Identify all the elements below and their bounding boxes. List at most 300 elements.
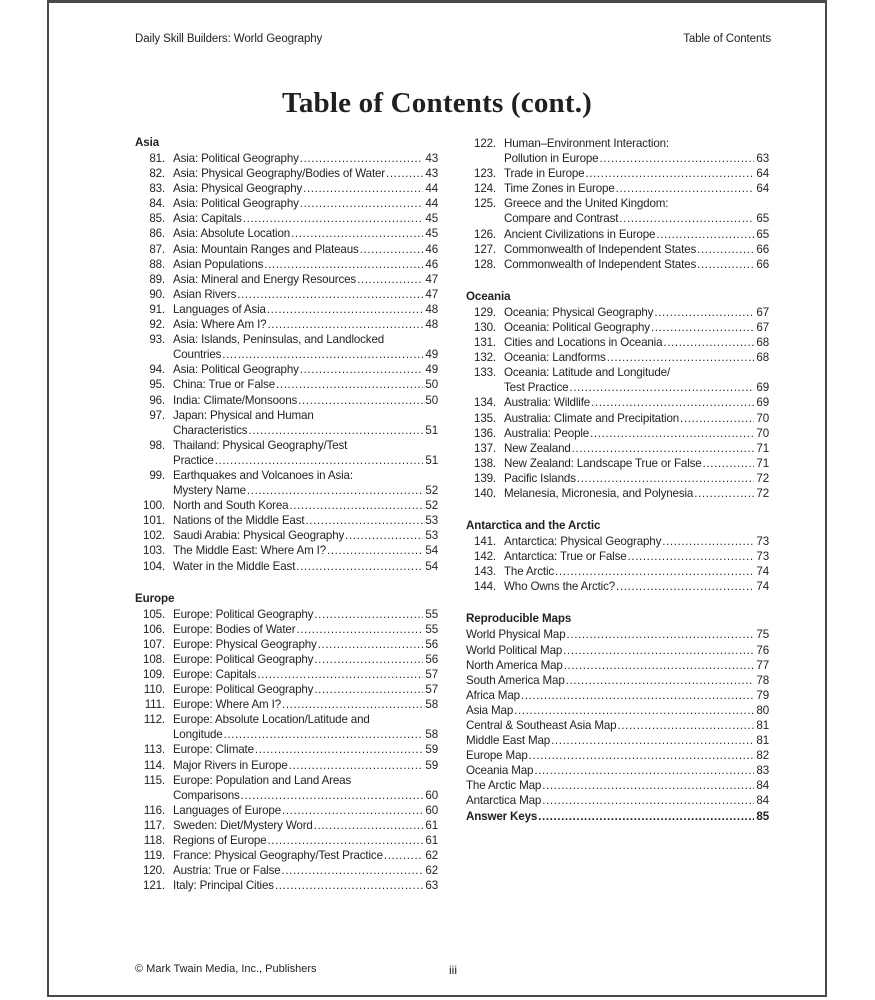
toc-entry[interactable] xyxy=(135,712,438,742)
toc-entry-line xyxy=(173,712,438,727)
toc-entry[interactable] xyxy=(135,242,438,257)
toc-entry-number: 132. xyxy=(474,351,496,365)
dot-leader xyxy=(534,763,754,778)
toc-entry-number: 123. xyxy=(474,167,496,181)
toc-entry-body xyxy=(173,622,438,637)
toc-entry-body xyxy=(504,166,769,181)
toc-entry-label: Australia: Climate and Precipitation xyxy=(504,411,680,425)
toc-entry[interactable] xyxy=(466,136,769,166)
page-title: Table of Contents (cont.) xyxy=(281,87,593,119)
toc-entry-page-number: 71 xyxy=(756,456,769,470)
toc-entry-page-number: 49 xyxy=(425,363,438,377)
dot-leader xyxy=(298,393,423,408)
toc-entry[interactable] xyxy=(466,748,769,763)
toc-entry-line xyxy=(173,682,438,697)
toc-entry[interactable] xyxy=(135,438,438,468)
toc-entry-page-number: 72 xyxy=(756,471,769,485)
toc-entry-body xyxy=(173,607,438,622)
toc-entry-number: 122. xyxy=(474,137,496,150)
toc-entry[interactable] xyxy=(135,166,438,181)
toc-entry-page-number: 43 xyxy=(425,167,438,181)
toc-entry-number: 99. xyxy=(149,468,165,482)
toc-entry-line xyxy=(173,257,438,272)
toc-entry[interactable] xyxy=(135,257,438,272)
dot-leader xyxy=(617,718,754,733)
dot-leader xyxy=(300,196,424,211)
dot-leader xyxy=(267,833,423,848)
toc-entry-number: 135. xyxy=(474,411,496,425)
dot-leader xyxy=(697,242,754,257)
dot-leader xyxy=(291,226,423,241)
toc-entry-number: 144. xyxy=(474,580,496,594)
toc-entry[interactable] xyxy=(135,528,438,543)
toc-entry-body xyxy=(504,227,769,242)
running-head-left: Daily Skill Builders: World Geography xyxy=(135,33,323,45)
toc-entry-label: The Arctic Map xyxy=(466,779,542,793)
toc-entry[interactable] xyxy=(466,181,769,196)
toc-entry[interactable] xyxy=(135,667,438,682)
dot-leader xyxy=(305,513,423,528)
toc-entry[interactable] xyxy=(466,703,769,718)
toc-entry-line xyxy=(173,818,438,833)
toc-entry-label: Compare and Contrast xyxy=(504,212,619,226)
toc-entry-number: 111. xyxy=(144,698,165,712)
toc-entry-label: Sweden: Diet/Mystery Word xyxy=(173,818,313,832)
toc-entry[interactable] xyxy=(466,658,769,673)
toc-entry-body xyxy=(504,181,769,196)
dot-leader xyxy=(314,652,423,667)
toc-entry-page-number: 63 xyxy=(756,152,769,166)
dot-leader xyxy=(289,758,424,773)
toc-entry-label: New Zealand: Landscape True or False xyxy=(504,456,702,470)
toc-entry-line xyxy=(173,788,438,803)
toc-entry-line xyxy=(173,727,438,742)
toc-entry-line xyxy=(173,393,438,408)
toc-entry[interactable] xyxy=(466,549,769,564)
toc-entry[interactable] xyxy=(135,773,438,803)
toc-entry-body xyxy=(173,257,438,272)
toc-entry-number: 89. xyxy=(149,272,165,286)
toc-entry[interactable] xyxy=(466,350,769,365)
toc-entry[interactable] xyxy=(135,697,438,712)
toc-entry[interactable] xyxy=(466,395,769,410)
toc-entry-label: Asia: Political Geography xyxy=(173,197,299,211)
toc-entry[interactable] xyxy=(135,211,438,226)
toc-entry[interactable] xyxy=(466,257,769,272)
toc-entry[interactable] xyxy=(135,848,438,863)
answer-keys-line xyxy=(466,809,769,824)
toc-entry-number: 133. xyxy=(474,366,496,380)
toc-entry[interactable] xyxy=(135,151,438,166)
toc-entry-line xyxy=(504,181,769,196)
toc-entry-line xyxy=(466,673,769,688)
dot-leader xyxy=(360,242,424,257)
toc-entry-body xyxy=(466,793,769,808)
dot-leader xyxy=(616,579,754,594)
toc-entry-number: 115. xyxy=(143,773,165,787)
toc-entry-label: Antarctica: Physical Geography xyxy=(504,535,662,549)
toc-entry-body xyxy=(173,332,438,362)
toc-entry-body xyxy=(173,317,438,332)
toc-entry-page-number: 60 xyxy=(425,788,438,802)
toc-entry[interactable] xyxy=(466,564,769,579)
dot-leader xyxy=(651,320,754,335)
toc-entry-body xyxy=(173,758,438,773)
toc-entry-number: 134. xyxy=(474,396,496,410)
toc-entry-label: Oceania Map xyxy=(466,764,534,778)
toc-entry-label: Mystery Name xyxy=(173,484,246,498)
toc-entry-body xyxy=(504,471,769,486)
toc-entry-line xyxy=(173,697,438,712)
toc-entry-page-number: 64 xyxy=(756,182,769,196)
toc-entry[interactable] xyxy=(466,320,769,335)
toc-entry-label: Nations of the Middle East xyxy=(173,514,305,528)
toc-section-list xyxy=(466,627,769,808)
toc-entry-label: Asia: Political Geography xyxy=(173,363,299,377)
toc-entry-number: 137. xyxy=(474,441,496,455)
toc-entry[interactable] xyxy=(135,302,438,317)
toc-entry-page-number: 63 xyxy=(425,879,438,893)
toc-entry-line xyxy=(504,564,769,579)
toc-entry-page-number: 50 xyxy=(425,393,438,407)
toc-entry-body xyxy=(173,468,438,498)
toc-entry[interactable] xyxy=(466,579,769,594)
toc-entry[interactable] xyxy=(135,818,438,833)
toc-entry-label: Saudi Arabia: Physical Geography xyxy=(173,529,345,543)
answer-keys-entry[interactable] xyxy=(466,809,769,824)
toc-entry-number: 129. xyxy=(474,305,496,319)
toc-entry-page-number: 48 xyxy=(425,302,438,316)
toc-entry-number: 120. xyxy=(143,864,165,878)
toc-entry-body xyxy=(504,242,769,257)
dot-leader xyxy=(619,211,754,226)
toc-entry-number: 108. xyxy=(143,652,165,666)
toc-entry-line xyxy=(504,320,769,335)
toc-entry-label: Oceania: Political Geography xyxy=(504,320,650,334)
toc-entry-line xyxy=(173,622,438,637)
toc-entry-number: 88. xyxy=(149,257,165,271)
toc-entry-label: Pollution in Europe xyxy=(504,152,599,166)
dot-leader xyxy=(585,166,754,181)
toc-entry-body xyxy=(504,486,769,501)
toc-entry-page-number: 67 xyxy=(756,305,769,319)
toc-entry-page-number: 59 xyxy=(425,758,438,772)
toc-entry-page-number: 74 xyxy=(756,580,769,594)
toc-entry-page-number: 73 xyxy=(756,550,769,564)
toc-entry-page-number: 65 xyxy=(756,227,769,241)
toc-entry-body xyxy=(504,257,769,272)
dot-leader xyxy=(551,733,754,748)
dot-leader xyxy=(599,151,754,166)
toc-entry-label: Australia: People xyxy=(504,426,590,440)
toc-entry-number: 85. xyxy=(149,212,165,226)
toc-entry[interactable] xyxy=(135,272,438,287)
toc-entry-body xyxy=(173,652,438,667)
toc-entry[interactable] xyxy=(466,196,769,226)
toc-entry-page-number: 56 xyxy=(425,637,438,651)
toc-entry-line xyxy=(504,196,769,211)
toc-entry-page-number: 62 xyxy=(425,849,438,863)
toc-entry-number: 142. xyxy=(474,550,496,564)
toc-entry[interactable] xyxy=(466,166,769,181)
toc-entry[interactable] xyxy=(466,763,769,778)
toc-entry-label: Europe: Absolute Location/Latitude and xyxy=(173,713,370,727)
toc-entry-number: 103. xyxy=(143,544,165,558)
toc-entry-body xyxy=(173,667,438,682)
toc-entry-line xyxy=(173,151,438,166)
toc-entry-line xyxy=(173,211,438,226)
toc-entry-body xyxy=(173,878,438,893)
toc-entry-label: Trade in Europe xyxy=(504,167,585,181)
toc-entry[interactable] xyxy=(135,362,438,377)
toc-entry-body xyxy=(173,287,438,302)
toc-entry-line xyxy=(504,411,769,426)
toc-entry[interactable] xyxy=(135,513,438,528)
toc-entry[interactable] xyxy=(466,471,769,486)
toc-entry-number: 104. xyxy=(143,559,165,573)
toc-entry[interactable] xyxy=(135,878,438,893)
toc-entry-line xyxy=(466,627,769,642)
toc-entry[interactable] xyxy=(466,227,769,242)
dot-leader xyxy=(243,211,424,226)
toc-entry[interactable] xyxy=(135,181,438,196)
toc-entry-number: 87. xyxy=(149,242,165,256)
toc-entry-page-number: 73 xyxy=(756,535,769,549)
dot-leader xyxy=(327,543,423,558)
toc-entry[interactable] xyxy=(135,287,438,302)
toc-entry[interactable] xyxy=(135,652,438,667)
toc-entry-body xyxy=(504,136,769,166)
toc-entry-line xyxy=(173,196,438,211)
toc-entry-page-number: 57 xyxy=(425,683,438,697)
dot-leader xyxy=(314,682,423,697)
toc-entry-line xyxy=(504,579,769,594)
toc-entry-label: Practice xyxy=(173,453,214,467)
toc-entry-line xyxy=(504,305,769,320)
toc-entry[interactable] xyxy=(135,226,438,241)
toc-entry[interactable] xyxy=(466,793,769,808)
toc-entry-page-number: 58 xyxy=(425,728,438,742)
dot-leader xyxy=(563,643,754,658)
toc-entry-line xyxy=(173,181,438,196)
toc-entry-line xyxy=(173,347,438,362)
toc-entry[interactable] xyxy=(135,393,438,408)
toc-entry-line xyxy=(173,543,438,558)
toc-entry-line xyxy=(504,471,769,486)
toc-entry[interactable] xyxy=(466,688,769,703)
toc-entry-body xyxy=(173,408,438,438)
toc-section-list xyxy=(466,534,769,594)
toc-entry-page-number: 52 xyxy=(425,499,438,513)
toc-entry-label: Asia: Physical Geography xyxy=(173,182,303,196)
toc-entry-body xyxy=(173,302,438,317)
toc-section-heading: Oceania xyxy=(466,289,511,303)
toc-entry-page-number: 74 xyxy=(756,565,769,579)
toc-entry-label: North and South Korea xyxy=(173,499,289,513)
toc-entry[interactable] xyxy=(135,742,438,757)
toc-entry-label: Ancient Civilizations in Europe xyxy=(504,227,656,241)
toc-entry-number: 105. xyxy=(143,607,165,621)
toc-entry-number: 119. xyxy=(143,849,165,863)
toc-entry-page-number: 56 xyxy=(425,652,438,666)
toc-entry-label: Australia: Wildlife xyxy=(504,396,591,410)
dot-leader xyxy=(521,688,754,703)
toc-entry-page-number: 44 xyxy=(425,182,438,196)
dot-leader xyxy=(628,549,755,564)
toc-entry-line xyxy=(504,456,769,471)
toc-entry-label: South America Map xyxy=(466,673,565,687)
toc-entry-label: Europe Map xyxy=(466,749,528,763)
toc-entry[interactable] xyxy=(135,833,438,848)
toc-entry[interactable] xyxy=(135,803,438,818)
toc-entry-body xyxy=(466,627,769,642)
toc-entry-label: Europe: Climate xyxy=(173,743,254,757)
toc-entry-page-number: 47 xyxy=(425,272,438,286)
toc-entry[interactable] xyxy=(135,559,438,574)
toc-section-list xyxy=(466,305,769,501)
toc-entry-body xyxy=(173,697,438,712)
toc-entry-body xyxy=(466,643,769,658)
toc-entry[interactable] xyxy=(135,408,438,438)
toc-entry-line xyxy=(173,637,438,652)
toc-entry-page-number: 44 xyxy=(425,197,438,211)
toc-entry-page-number: 45 xyxy=(425,212,438,226)
toc-entry-number: 83. xyxy=(149,182,165,196)
toc-entry[interactable] xyxy=(466,335,769,350)
toc-section-heading: Antarctica and the Arctic xyxy=(466,519,601,533)
toc-entry[interactable] xyxy=(466,733,769,748)
toc-entry[interactable] xyxy=(135,758,438,773)
toc-entry-body xyxy=(173,362,438,377)
toc-entry-page-number: 76 xyxy=(756,643,769,657)
toc-entry[interactable] xyxy=(466,365,769,395)
toc-entry[interactable] xyxy=(466,778,769,793)
dot-leader xyxy=(572,441,755,456)
toc-entry-label: Regions of Europe xyxy=(173,834,267,848)
toc-entry-body xyxy=(504,564,769,579)
toc-entry-page-number: 54 xyxy=(425,544,438,558)
toc-entry-number: 112. xyxy=(143,713,165,727)
toc-right-column xyxy=(466,136,769,893)
toc-entry[interactable] xyxy=(466,673,769,688)
toc-entry-number: 116. xyxy=(143,803,165,817)
toc-entry-body xyxy=(504,426,769,441)
dot-leader xyxy=(314,818,424,833)
toc-entry-label: Italy: Principal Cities xyxy=(173,879,274,893)
toc-entry[interactable] xyxy=(466,411,769,426)
toc-entry[interactable] xyxy=(135,317,438,332)
toc-entry-line xyxy=(173,607,438,622)
toc-entry[interactable] xyxy=(135,377,438,392)
toc-entry-page-number: 77 xyxy=(756,658,769,672)
toc-entry-page-number: 69 xyxy=(756,381,769,395)
toc-entry-number: 84. xyxy=(149,197,165,211)
toc-entry[interactable] xyxy=(466,627,769,642)
toc-entry-page-number: 51 xyxy=(425,453,438,467)
toc-entry-line xyxy=(173,408,438,423)
toc-entry[interactable] xyxy=(135,607,438,622)
toc-entry[interactable] xyxy=(466,456,769,471)
dot-leader xyxy=(345,528,423,543)
toc-entry[interactable] xyxy=(135,637,438,652)
toc-entry-line xyxy=(173,302,438,317)
toc-left-column xyxy=(135,136,438,893)
toc-entry-line xyxy=(173,863,438,878)
toc-entry-number: 106. xyxy=(143,622,165,636)
toc-entry-line xyxy=(466,763,769,778)
toc-entry[interactable] xyxy=(135,622,438,637)
toc-entry-label: Oceania: Physical Geography xyxy=(504,305,654,319)
dot-leader xyxy=(697,257,754,272)
toc-entry-page-number: 48 xyxy=(425,318,438,332)
copyright-notice: © Mark Twain Media, Inc., Publishers xyxy=(135,963,317,975)
toc-entry-page-number: 79 xyxy=(756,688,769,702)
toc-entry-label: Commonwealth of Independent States xyxy=(504,257,697,271)
page-folio: iii xyxy=(449,963,457,977)
toc-entry[interactable] xyxy=(135,863,438,878)
toc-entry-page-number: 80 xyxy=(756,703,769,717)
toc-entry-line xyxy=(504,227,769,242)
toc-entry-page-number: 68 xyxy=(756,351,769,365)
toc-entry[interactable] xyxy=(466,242,769,257)
toc-entry[interactable] xyxy=(466,534,769,549)
dot-leader xyxy=(224,727,424,742)
toc-entry-line xyxy=(504,242,769,257)
toc-entry-number: 82. xyxy=(149,167,165,181)
toc-entry-label: Test Practice xyxy=(504,381,569,395)
toc-entry-body xyxy=(173,637,438,652)
toc-entry-body xyxy=(173,773,438,803)
dot-leader xyxy=(318,637,424,652)
toc-entry-label: Human–Environment Interaction: xyxy=(504,137,669,150)
toc-entry-body xyxy=(466,748,769,763)
toc-entry[interactable] xyxy=(466,486,769,501)
toc-entry-page-number: 58 xyxy=(425,698,438,712)
toc-entry[interactable] xyxy=(135,468,438,498)
toc-entry-page-number: 82 xyxy=(756,749,769,763)
toc-entry[interactable] xyxy=(135,498,438,513)
answer-keys-body xyxy=(466,809,769,824)
toc-entry-number: 102. xyxy=(143,529,165,543)
toc-entry-body xyxy=(173,848,438,863)
toc-entry[interactable] xyxy=(135,196,438,211)
toc-entry-label: The Middle East: Where Am I? xyxy=(173,544,327,558)
toc-entry[interactable] xyxy=(135,682,438,697)
toc-entry[interactable] xyxy=(135,332,438,362)
toc-entry[interactable] xyxy=(466,305,769,320)
dot-leader xyxy=(275,878,423,893)
toc-entry-body xyxy=(173,559,438,574)
dot-leader xyxy=(577,471,755,486)
toc-entry-page-number: 67 xyxy=(756,320,769,334)
toc-entry-line xyxy=(173,773,438,788)
toc-entry-line xyxy=(504,335,769,350)
toc-entry-body xyxy=(504,196,769,226)
toc-entry-line xyxy=(504,534,769,549)
dot-leader xyxy=(656,227,754,242)
toc-entry-number: 86. xyxy=(149,227,165,241)
toc-entry-body xyxy=(504,579,769,594)
toc-entry-page-number: 51 xyxy=(425,423,438,437)
toc-entry[interactable] xyxy=(466,426,769,441)
toc-entry-line xyxy=(173,362,438,377)
toc-entry-page-number: 43 xyxy=(425,152,438,165)
toc-entry[interactable] xyxy=(466,441,769,456)
toc-entry-label: China: True or False xyxy=(173,378,276,392)
toc-entry[interactable] xyxy=(135,543,438,558)
toc-entry[interactable] xyxy=(466,718,769,733)
toc-entry[interactable] xyxy=(466,643,769,658)
